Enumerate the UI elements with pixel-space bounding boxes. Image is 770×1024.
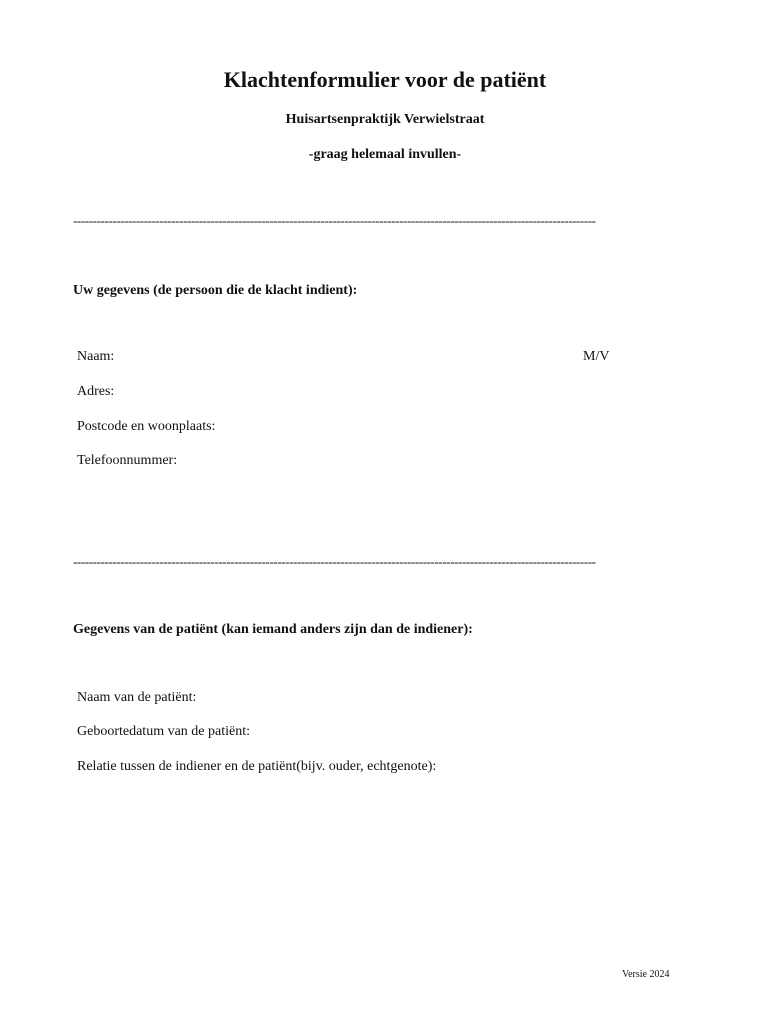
divider-middle: ------------------------------------------------------------------------------------------------------------------------------------- — [73, 554, 596, 569]
page-title: Klachtenformulier voor de patiënt — [223, 67, 547, 92]
submitter-section-heading: Uw gegevens (de persoon die de klacht indient): — [73, 283, 358, 298]
practice-name: Huisartsenpraktijk Verwielstraat — [285, 112, 485, 127]
submitter-address-label: Adres: — [77, 384, 115, 399]
version-label: Versie 2024 — [622, 969, 670, 980]
patient-relation-label: Relatie tussen de indiener en de patiënt(bijv. ouder, echtgenote): — [77, 759, 437, 774]
patient-birthdate-label: Geboortedatum van de patiënt: — [77, 724, 250, 739]
submitter-phone-label: Telefoonnummer: — [77, 453, 178, 468]
patient-name-label: Naam van de patiënt: — [77, 690, 197, 705]
submitter-postcode-label: Postcode en woonplaats: — [77, 419, 216, 434]
divider-top: ------------------------------------------------------------------------------------------------------------------------------------- — [73, 213, 596, 228]
patient-section-heading: Gegevens van de patiënt (kan iemand anders zijn dan de indiener): — [73, 622, 473, 637]
form-instruction: -graag helemaal invullen- — [308, 147, 462, 162]
submitter-gender-label: M/V — [583, 349, 610, 364]
submitter-name-label: Naam: — [77, 349, 115, 364]
